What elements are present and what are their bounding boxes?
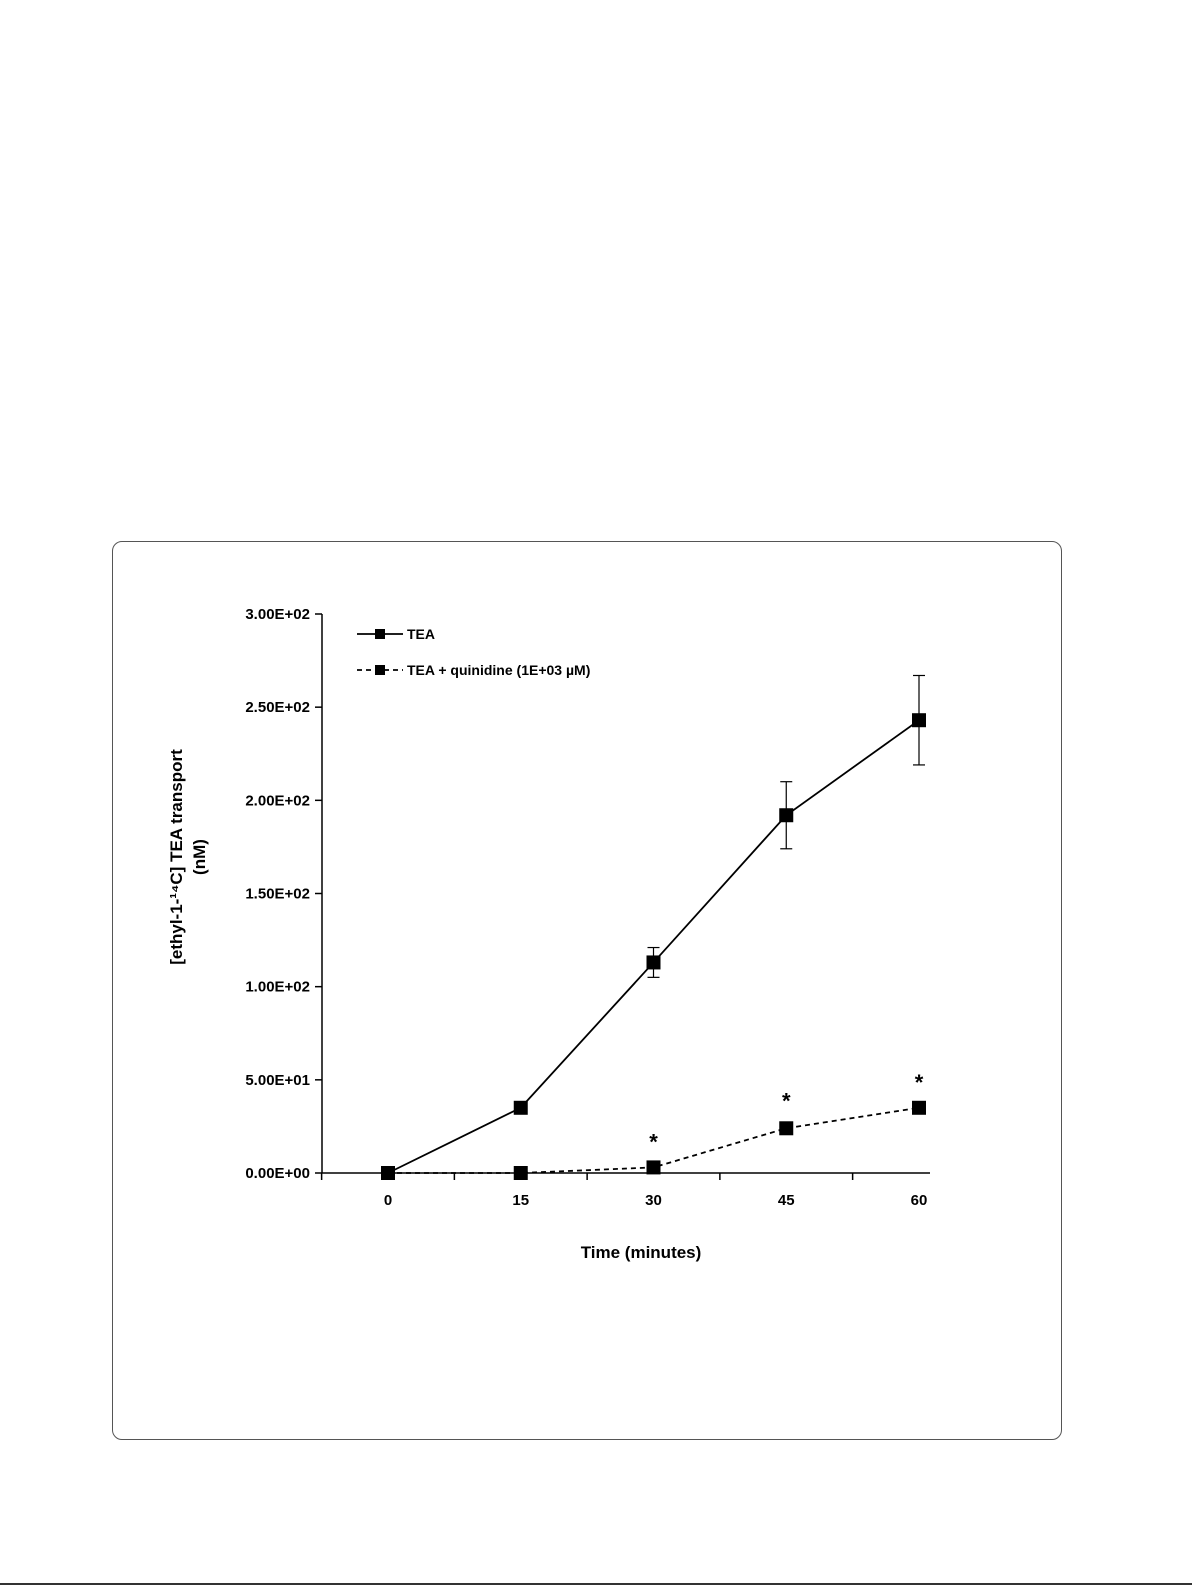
data-point xyxy=(514,1101,528,1115)
legend-label: TEA xyxy=(407,626,435,642)
annotation-layer xyxy=(649,1070,924,1155)
legend-entry xyxy=(357,662,590,678)
y-tick-label: 2.00E+02 xyxy=(245,792,310,810)
significance-asterisk: * xyxy=(649,1129,658,1155)
legend xyxy=(357,626,590,678)
series-line xyxy=(388,720,919,1173)
y-tick-label: 0.00E+00 xyxy=(245,1165,310,1182)
y-tick-label: 1.00E+02 xyxy=(245,978,310,996)
legend-marker xyxy=(375,665,385,675)
data-point xyxy=(912,713,926,727)
significance-asterisk: * xyxy=(914,1070,924,1096)
y-tick-label: 5.00E+01 xyxy=(245,1071,310,1089)
x-tick-label: 0 xyxy=(383,1192,393,1209)
data-point xyxy=(381,1166,395,1180)
y-tick-label: 1.50E+02 xyxy=(245,885,310,903)
series-layer xyxy=(381,675,926,1180)
y-axis xyxy=(245,606,322,1182)
legend-marker xyxy=(375,629,385,639)
data-point xyxy=(912,1101,926,1115)
x-tick-label: 60 xyxy=(910,1192,928,1209)
data-point xyxy=(514,1166,528,1180)
y-tick-label: 3.00E+02 xyxy=(245,606,310,623)
x-tick-label: 45 xyxy=(777,1192,795,1209)
data-point xyxy=(647,955,661,969)
data-point xyxy=(779,808,793,822)
x-tick-label: 15 xyxy=(512,1192,530,1209)
x-tick-label: 30 xyxy=(645,1192,662,1209)
data-point xyxy=(779,1121,793,1135)
x-axis-title: Time (minutes) xyxy=(580,1243,702,1262)
significance-asterisk: * xyxy=(781,1088,791,1114)
legend-entry xyxy=(357,626,435,642)
x-axis xyxy=(322,1173,930,1209)
y-axis-title: [ethyl-1-¹⁴C] TEA transport xyxy=(167,749,186,965)
y-tick-label: 2.50E+02 xyxy=(245,699,310,717)
series-1 xyxy=(381,675,926,1180)
page-bottom-rule xyxy=(0,1583,1192,1585)
data-point xyxy=(647,1160,661,1174)
legend-label: TEA + quinidine (1E+03 µM) xyxy=(407,662,591,678)
y-axis-title-unit: (nM) xyxy=(190,839,209,875)
